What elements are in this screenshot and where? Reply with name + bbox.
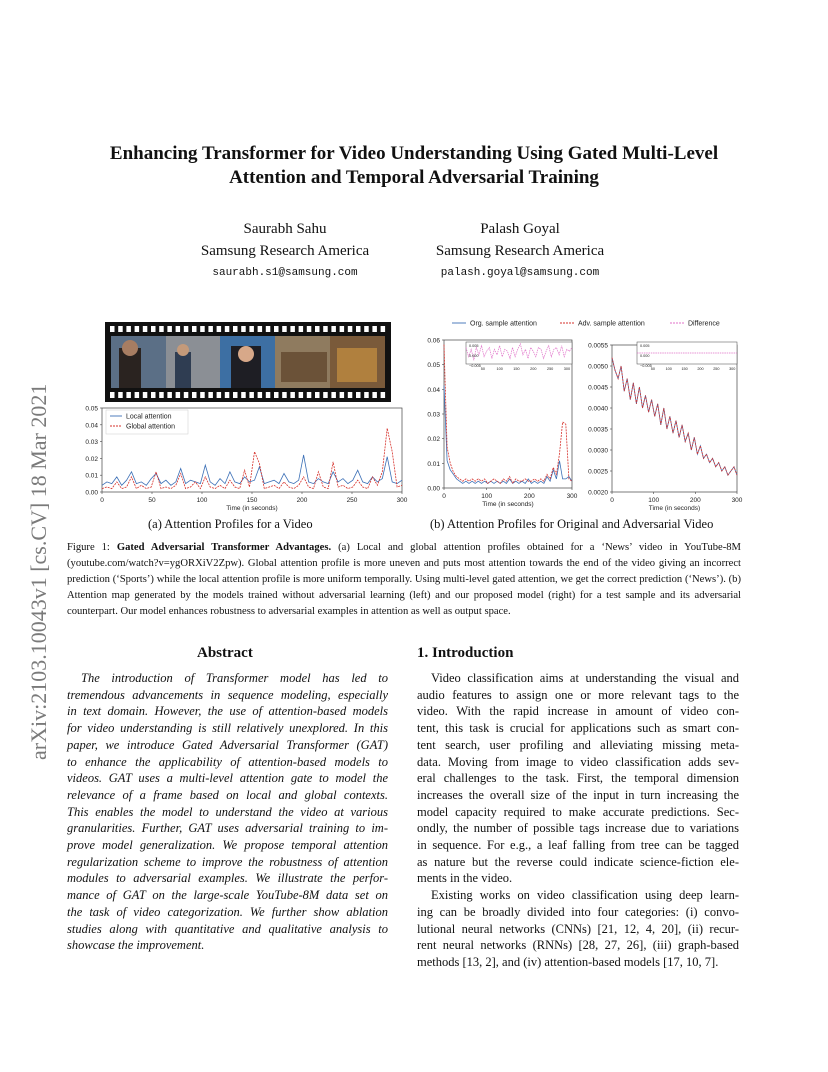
series-line-1: [102, 428, 402, 488]
text-line: studies along with quantitative and qualitative analysis to: [67, 921, 388, 936]
film-sprocket-hole: [151, 392, 156, 398]
film-sprocket-hole: [184, 326, 189, 332]
film-sprocket-hole: [208, 326, 213, 332]
film-sprocket-hole: [118, 326, 123, 332]
caption-body: (a) Local and global attention profiles obtained for a ‘News’ video in YouTube-8M (youtube.com/watch?v=ygORXiV2Zpw). Global attention profile is more uneven and puts most attention towards the end of the video giving an incorrect prediction (‘Sports’) while the local attention profile is more uniform temporally. Using multi-level gated attention, we get the correct prediction (‘News’). (b) Attention map generated by the models trained without adversarial learning (left) and our proposed model (right) for a test sample and its adversarial counterpart. Our model enhances robustness to adversarial examples in attention as well as output space.: [67, 542, 741, 617]
caption-label: Figure 1:: [67, 542, 110, 553]
film-sprocket-hole: [340, 326, 345, 332]
text-line: in sequence. For e.g., a leaf falling from tree can be tagged: [417, 838, 739, 853]
film-sprocket-hole: [217, 392, 222, 398]
legend-label: Adv. sample attention: [578, 320, 645, 328]
inset-y-tick-label: 0.005: [640, 344, 650, 348]
film-sprocket-hole: [282, 326, 287, 332]
text-line: tent search, user profiling and alleviating missing meta-: [417, 737, 739, 752]
text-line: lutional neural networks (CNNs) [21, 12, 4, 20], (ii) recur-: [417, 921, 739, 936]
inset-y-tick-label: −0.005: [640, 364, 652, 368]
film-sprocket-hole: [258, 392, 263, 398]
y-tick-label: 0.04: [427, 386, 440, 394]
y-tick-label: 0.02: [85, 455, 98, 463]
text-line: methods [13, 2], and (iv) attention-based models [17, 10, 7].: [417, 954, 719, 969]
film-sprocket-hole: [167, 326, 172, 332]
y-tick-label: 0.05: [85, 405, 98, 413]
y-tick-label: 0.06: [427, 337, 440, 345]
text-line: showcase the improvement.: [67, 938, 205, 953]
film-sprocket-hole: [192, 326, 197, 332]
y-tick-label: 0.0055: [588, 342, 608, 350]
abstract-body: [67, 670, 388, 954]
film-sprocket-hole: [307, 326, 312, 332]
film-sprocket-hole: [184, 392, 189, 398]
x-tick-label: 100: [648, 497, 660, 504]
text-line: data. Moving from image to video classification adds sev-: [417, 754, 739, 769]
y-tick-label: 0.05: [427, 362, 440, 370]
author-affiliation: Samsung Research America: [200, 243, 370, 259]
inset-x-tick-label: 200: [530, 367, 537, 371]
inset-y-tick-label: 0.000: [469, 354, 479, 358]
x-tick-label: 100: [196, 497, 208, 504]
film-sprocket-hole: [364, 326, 369, 332]
subfigure-caption-a: (a) Attention Profiles for a Video: [148, 517, 313, 531]
film-sprocket-hole: [356, 392, 361, 398]
intro-body: [417, 670, 739, 971]
x-tick-label: 200: [689, 497, 701, 504]
film-sprocket-hole: [323, 326, 328, 332]
text-line: videos. GAT uses a multi-level attention gate to model the: [67, 771, 388, 786]
inset-x-tick-label: 50: [650, 367, 655, 371]
film-sprocket-hole: [151, 326, 156, 332]
inset-frame: [466, 342, 572, 364]
x-tick-label: 100: [481, 493, 493, 500]
film-sprocket-hole: [200, 392, 205, 398]
x-axis-label: Time (in seconds): [482, 501, 534, 508]
author-name: Palash Goyal: [480, 221, 560, 237]
author-block-1: [160, 218, 410, 284]
film-sprocket-hole: [323, 392, 328, 398]
inset-x-tick-label: 50: [480, 367, 485, 371]
x-tick-label: 200: [296, 497, 308, 504]
text-line: regularization scheme to improve the robustness of attention: [67, 854, 388, 869]
inset-x-tick-label: 250: [713, 367, 720, 371]
x-tick-label: 250: [346, 497, 358, 504]
film-sprocket-hole: [249, 326, 254, 332]
inset-x-tick-label: 300: [563, 367, 571, 371]
chart-local-global-attention: [70, 402, 408, 517]
text-line: ing can be broadly divided into four categories: (i) convo-: [417, 904, 739, 919]
author-email[interactable]: palash.goyal@samsung.com: [440, 267, 600, 279]
arxiv-stamp: [16, 300, 56, 760]
x-tick-label: 150: [246, 497, 258, 504]
inset-x-tick-label: 150: [513, 367, 520, 371]
film-sprocket-hole: [258, 326, 263, 332]
author-affiliation: Samsung Research America: [435, 243, 605, 259]
film-sprocket-hole: [118, 392, 123, 398]
x-tick-label: 50: [148, 497, 156, 504]
film-sprocket-hole: [266, 392, 271, 398]
film-sprocket-hole: [241, 392, 246, 398]
y-tick-label: 0.04: [85, 422, 98, 430]
film-sprocket-hole: [372, 326, 377, 332]
x-axis-label: Time (in seconds): [648, 505, 701, 512]
y-tick-label: 0.0030: [588, 447, 608, 455]
film-sprocket-hole: [159, 392, 164, 398]
x-tick-label: 300: [396, 497, 408, 504]
text-line: tremendous advancements in sequence modeling, especially: [67, 687, 388, 702]
arxiv-identifier: arXiv:2103.10043v1 [cs.CV] 18 Mar 2021: [26, 383, 51, 760]
film-sprocket-hole: [381, 326, 386, 332]
y-tick-label: 0.00: [85, 489, 98, 497]
x-tick-label: 0: [610, 497, 614, 504]
film-sprocket-hole: [299, 392, 304, 398]
film-sprocket-hole: [315, 326, 320, 332]
film-sprocket-hole: [233, 392, 238, 398]
y-tick-label: 0.0050: [588, 363, 608, 371]
text-line: prove model generalization. We propose temporal attention: [67, 838, 388, 853]
film-sprocket-hole: [110, 326, 115, 332]
y-tick-label: 0.0020: [588, 489, 608, 497]
author-block-2: [395, 218, 645, 284]
text-line: for video understanding is still relatively unexplored. In this: [67, 721, 388, 736]
x-tick-label: 300: [731, 497, 743, 504]
text-line: ments in the video.: [417, 871, 513, 886]
film-sprocket-hole: [331, 392, 336, 398]
film-sprocket-hole: [274, 326, 279, 332]
film-sprocket-hole: [348, 392, 353, 398]
text-line: to enhance the applicability of attention-based models to: [67, 754, 388, 769]
y-tick-label: 0.03: [85, 439, 98, 447]
inset-y-tick-label: 0.005: [469, 344, 479, 348]
film-sprocket-hole: [135, 392, 140, 398]
film-sprocket-hole: [315, 392, 320, 398]
text-line: relevance of a frame based on local and global contexts.: [67, 787, 388, 802]
legend-label: Difference: [688, 320, 720, 328]
inset-x-tick-label: 250: [546, 367, 554, 371]
inset-x-tick-label: 150: [681, 367, 688, 371]
film-sprocket-hole: [372, 392, 377, 398]
x-tick-label: 0: [442, 493, 446, 500]
y-tick-label: 0.0025: [588, 468, 608, 476]
film-sprocket-hole: [176, 392, 181, 398]
y-tick-label: 0.0045: [588, 384, 608, 392]
y-tick-label: 0.00: [427, 485, 440, 493]
inset-x-tick-label: 100: [496, 367, 503, 371]
text-line: as nature but the reverse could indicate science-fiction ele-: [417, 854, 739, 869]
y-tick-label: 0.02: [427, 436, 440, 444]
film-sprocket-hole: [356, 326, 361, 332]
y-tick-label: 0.03: [427, 411, 440, 419]
x-tick-label: 200: [523, 493, 535, 500]
film-sprocket-hole: [299, 326, 304, 332]
chart-adversarial-attention: [412, 312, 752, 517]
text-line: rent neural networks (RNNs) [28, 27, 26], (iii) graph-based: [417, 938, 739, 953]
author-email[interactable]: saurabh.s1@samsung.com: [212, 267, 358, 279]
caption-title: Gated Adversarial Transformer Advantages.: [116, 542, 332, 553]
text-line: mance of GAT on the large-scale YouTube-8M data set on: [67, 888, 388, 903]
text-line: audio features to assign one or more relevant tags to the: [417, 687, 739, 702]
film-sprocket-hole: [364, 392, 369, 398]
text-line: the task of video categorization. We further show ablation: [67, 904, 388, 919]
text-line: eral challenges to the task. First, the temporal dimension: [417, 771, 739, 786]
film-sprocket-hole: [290, 392, 295, 398]
film-sprocket-hole: [143, 392, 148, 398]
paper-title-line-1: Enhancing Transformer for Video Understanding Using Gated Multi-Level: [109, 143, 719, 164]
film-sprocket-hole: [200, 326, 205, 332]
text-line: ondly, the number of possible tags increase due to variations: [417, 821, 739, 836]
text-line: modules to adversarial examples. We illustrate the perfor-: [67, 871, 388, 886]
video-film-strip: [105, 322, 391, 402]
film-sprocket-hole: [233, 326, 238, 332]
legend-label: Global attention: [126, 423, 176, 431]
film-sprocket-hole: [241, 326, 246, 332]
film-sprocket-hole: [176, 326, 181, 332]
x-tick-label: 300: [566, 493, 578, 500]
text-line: model capacity required to make accurate predictions. Sec-: [417, 804, 739, 819]
chart-legend: [452, 321, 720, 328]
film-sprocket-hole: [159, 326, 164, 332]
film-sprocket-hole: [217, 326, 222, 332]
film-sprocket-hole: [126, 326, 130, 332]
film-sprocket-hole: [225, 326, 230, 332]
x-tick-label: 0: [100, 497, 104, 504]
film-sprocket-hole: [307, 392, 312, 398]
paper-title-line-2: Attention and Temporal Adversarial Training: [229, 167, 599, 188]
inset-y-tick-label: 0.000: [640, 354, 650, 358]
film-sprocket-hole: [249, 392, 254, 398]
film-sprocket-hole: [143, 326, 148, 332]
film-sprocket-hole: [381, 392, 386, 398]
intro-heading: 1. Introduction: [417, 645, 514, 661]
film-sprocket-hole: [331, 326, 336, 332]
inset-x-tick-label: 300: [729, 367, 736, 371]
x-axis-label: Time (in seconds): [226, 505, 278, 512]
film-sprocket-hole: [282, 392, 287, 398]
text-line: increases the overall size of the input in turn increasing the: [417, 787, 739, 802]
inset-x-tick-label: 200: [697, 367, 704, 371]
film-sprocket-hole: [208, 392, 213, 398]
legend-label: Org. sample attention: [470, 320, 537, 328]
film-sprocket-hole: [192, 392, 197, 398]
text-line: video. With the rapid increase in amount of video con-: [417, 704, 739, 719]
abstract-heading: Abstract: [197, 645, 253, 661]
series-line-0: [612, 358, 737, 476]
author-name: Saurabh Sahu: [243, 221, 327, 237]
y-tick-label: 0.01: [427, 460, 440, 468]
text-line: in text domain. However, the use of attention-based models: [67, 704, 388, 719]
y-tick-label: 0.0040: [588, 405, 608, 413]
text-line: paper, we introduce Gated Adversarial Transformer (GAT): [67, 737, 388, 752]
text-line: This enables the model to understand the video at various: [67, 804, 388, 819]
text-line: The introduction of Transformer model has led to: [81, 671, 388, 685]
film-sprocket-hole: [274, 392, 279, 398]
text-line: Existing works on video classification using deep learn-: [431, 888, 739, 903]
film-sprocket-hole: [167, 392, 172, 398]
film-sprocket-hole: [290, 326, 295, 332]
film-sprocket-hole: [135, 326, 140, 332]
inset-y-tick-label: −0.005: [469, 364, 481, 368]
inset-x-tick-label: 100: [665, 367, 672, 371]
legend-label: Local attention: [126, 413, 172, 421]
text-line: tent, this task is crucial for applications such as smart con-: [417, 721, 739, 736]
film-sprocket-hole: [126, 392, 130, 398]
series-line-1: [612, 358, 737, 476]
film-sprocket-hole: [348, 326, 353, 332]
text-line: Video classification aims at understanding the visual and: [431, 671, 739, 685]
figure-caption: [67, 540, 741, 620]
film-sprocket-hole: [340, 392, 345, 398]
film-sprocket-hole: [266, 326, 271, 332]
text-line: granularities. Further, GAT uses adversarial training to im-: [67, 821, 388, 836]
series-line-1: [444, 345, 572, 484]
subfigure-caption-b: (b) Attention Profiles for Original and Adversarial Video: [430, 517, 714, 531]
y-tick-label: 0.0035: [588, 426, 608, 434]
film-sprocket-hole: [110, 392, 115, 398]
y-tick-label: 0.01: [85, 472, 98, 480]
film-sprocket-hole: [225, 392, 230, 398]
